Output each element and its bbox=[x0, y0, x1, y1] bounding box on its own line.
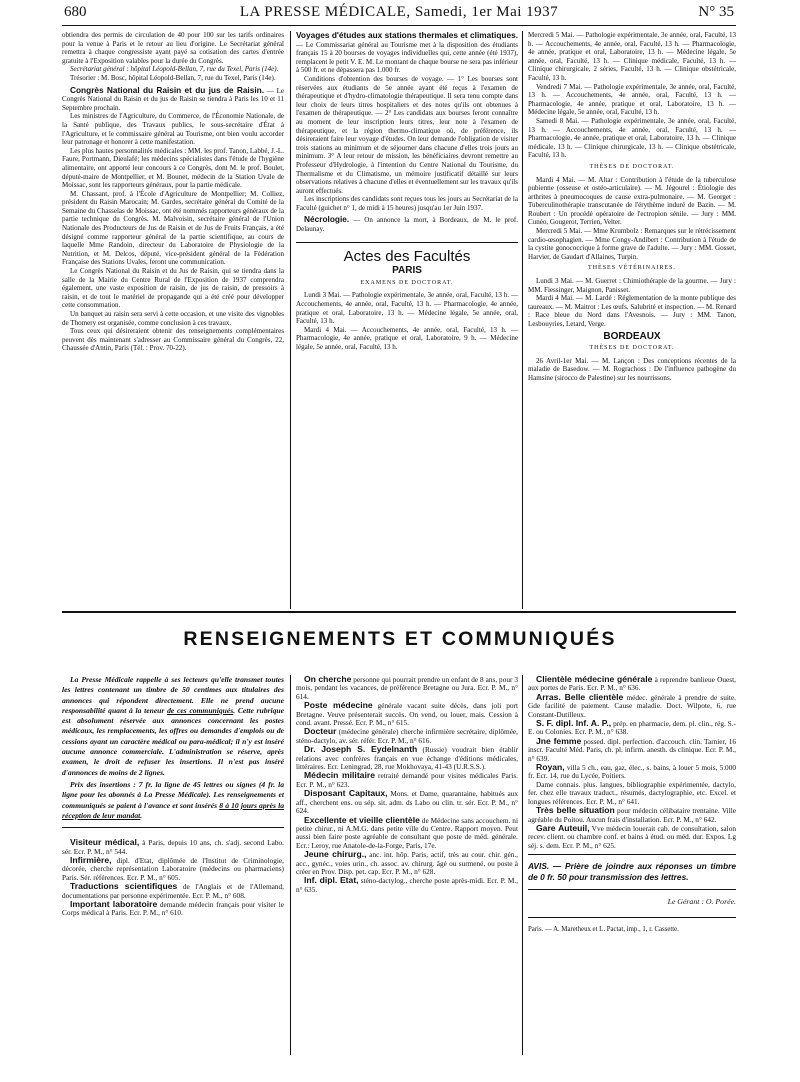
ad-heading: Docteur bbox=[304, 726, 337, 737]
ad-text: de Médecine sans accouchem. ni petite chirur., ni A.M.G. dans petite ville du Centre. Rapport moyen. Peut aussi bien faire poste agréable de consultant que poste de méd. générale. Ecr.: Leroy, rue Anatole-de-la-Forge, Paris, 17e. bbox=[296, 815, 518, 850]
ad-text: (médecine générale) cherche infirmière secrétaire, diplômée, sténo-dactylo, av. sér. référ. Ecr. P. M., n° 616. bbox=[296, 727, 518, 745]
ad-heading: Gare Auteuil, bbox=[536, 822, 590, 833]
column-3 bbox=[528, 31, 736, 383]
classified-ad bbox=[62, 900, 284, 918]
ad-text: pour médecin célibataire trentaine. Ville agréable du Poitou. Aucun frais d'installation. Ecr. P. M., n° 642. bbox=[528, 806, 737, 824]
ad-heading: Infirmière, bbox=[70, 854, 112, 865]
ad-heading: Excellente et vieille clientèle bbox=[304, 814, 420, 825]
ad-heading: Clientèle médecine générale bbox=[536, 674, 653, 684]
column-rule bbox=[522, 31, 523, 609]
subheading: THÈSES DE DOCTORAT. bbox=[589, 163, 675, 170]
ad-heading: S. F. dipl. Inf. A. P., bbox=[536, 718, 612, 729]
column-rule bbox=[290, 31, 291, 609]
paragraph: Les inscriptions des candidats sont reçues tous les jours au Secrétariat de la Faculté (guichet n° 1, de midi à 15 heures) jusqu'au 1er Juin 1937. bbox=[296, 195, 518, 212]
ad-heading: Arras. Belle clientèle bbox=[536, 691, 624, 702]
ad-text: demande médecin français pour visiter le Corps médical à Paris. Ecr. P. M., n° 610. bbox=[62, 900, 284, 918]
prices-text: Prix des insertions : 7 fr. la ligne de 45 lettres ou signes (4 fr. la ligne pour les abonnés à La Presse Médicale). Les renseignements et communiqués se paient à l'avance et sont insérés 8 à 10 jours après la réception de leur mandat. bbox=[62, 779, 284, 820]
classified-ad bbox=[528, 693, 736, 719]
paragraph-text: — Le Commissariat général au Tourisme met à la disposition des étudiants français 15 à 20 bourses de voyages individuelles qui, cette année (été 1937), remplacent le petit V. E. M. Le montant de chaque bourse ne sera pas inférieur à 500 fr. et ne dépassera pas 1.000 fr. bbox=[296, 40, 518, 75]
ad-text: à reprendre banlieue Ouest, aux portes de Paris. Ecr. P. M., n° 636. bbox=[528, 675, 736, 693]
classified-ad bbox=[528, 824, 736, 850]
heading: Nécrologie. bbox=[304, 214, 350, 225]
notice-text: La Presse Médicale rappelle à ses lecteurs qu'elle transmet toutes les lettres contenant un timbre de 50 centimes aux titulaires des annonces qui répondent directement. Elle ne prend aucune responsabilité quant à la teneur de ces communiqués. Cette rubrique est absolument réservée aux annonces concernant les postes médicaux, les remplacements, les offres ou demandes d'emplois ou de cessions ayant un caractère médical ou para-médical; il n'y est inséré aucune annonce commerciale. L'administration se réserve, après examen, le droit de refuser les insertions. Il n'est pas inséré d'annonces de moins de 2 lignes. bbox=[62, 675, 284, 777]
ad-text: anc. int. hôp. Paris, actif, très au cour. chir. gén., acc., gynéc., voies urin., ch. assoc. av. chirurg. âgé ou surmené, ou poste à créer en Prov. Disp. pet. cap. Ecr. P. M., n° 628. bbox=[296, 850, 519, 876]
ad-heading: Dr. Joseph S. Eydelnanth bbox=[304, 744, 418, 755]
ad-text: dipl. d'Etat, diplômée de l'Institut de Criminologie, décorée, cherche représentation Laboratoire (médecins ou pharmaciens) Paris. Sér. références. Ecr. P. M., n° 605. bbox=[62, 855, 284, 882]
issue-number: N° 35 bbox=[698, 4, 734, 20]
ad-text: sténo-dactylog., cherche poste après-midi. Ecr. P. M., n° 635. bbox=[296, 876, 518, 894]
classified-ad bbox=[528, 781, 736, 806]
ad-heading: Royan, bbox=[536, 762, 565, 773]
ad-heading: Jne femme bbox=[536, 735, 582, 746]
section-rule bbox=[296, 242, 518, 243]
column-1 bbox=[62, 31, 284, 353]
classified-ad bbox=[296, 789, 518, 815]
classified-ad bbox=[62, 856, 284, 882]
paragraph: Un banquet au raisin sera servi à cette occasion, et une visite des vignobles de Thomery est organisée, comme conclusion à ces travaux. bbox=[62, 310, 284, 327]
classified-ad bbox=[528, 675, 736, 693]
avis-rule bbox=[528, 854, 736, 855]
classified-ad bbox=[62, 882, 284, 900]
classified-ad bbox=[62, 838, 284, 856]
ad-heading: Jeune chirurg., bbox=[304, 849, 367, 860]
ad-text: générale vacant suite décès, dans joli port Bretagne. Veuve présenterait succès. On vend, ou louer, mais. Cession à cond. avant. Pressé. Ecr. P. M., n° 615. bbox=[296, 701, 518, 728]
ads-column-2 bbox=[296, 675, 518, 894]
classified-ad bbox=[296, 850, 518, 876]
paragraph: Mercredi 5 Mai. — Pathologie expérimentale, 3e année, oral, Faculté, 13 h. — Accouchements, 4e année, oral, Faculté, 13 h. — Pharmacologie, 4e année, pratique et oral, Laboratoire, 13 h. — Médecine légale, 5e année, oral, Faculté, 13 h. — Clinique médicale, Faculté, 13 h. — Clinique chirurgicale, 2 séries, Faculté, 13 h. — Clinique obstétricale, Faculté, 13 h. bbox=[528, 31, 736, 82]
ad-text: Vve médecin louerait cab. de consultation, salon recev. client. ou chambre conf. et bains à étud. ou méd. dur. Expos. Lg séj. s. dem. Ecr. P. M., n° 625. bbox=[528, 823, 736, 850]
ad-heading: Inf. dipl. Etat, bbox=[304, 875, 359, 886]
header-rule bbox=[62, 25, 736, 26]
paragraph: Les ministres de l'Agriculture, du Commerce, de l'Économie Nationale, de la Santé publique, des Travaux publics, le sous-secrétaire d'État à l'Agriculture, et le commissaire général au Tourisme, ont bien voulu accorder leur patronage et honorer à cette manifestation. bbox=[62, 112, 284, 147]
paragraph: Secrétariat général : hôpital Léopold-Bellan, 7, rue du Texel, Paris (14e). bbox=[70, 65, 279, 74]
paragraph: Le Congrès National du Raisin et du Jus de Raisin, qui se tiendra dans la salle de la Mairie du Centre Rural de l'Exposition de 1937 comprendra également, une vaste exposition de raisin, de jus de raisin, de pressoirs à raisin, et de tout le matériel de propagande qui a été créé pour développer cette consommation. bbox=[62, 267, 284, 310]
ad-heading: On cherche bbox=[304, 674, 352, 684]
classified-ad bbox=[528, 763, 736, 781]
ad-heading: Visiteur médical, bbox=[70, 837, 140, 848]
paragraph: Lundi 3 Mai. — M. Guerret : Chimiothérapie de la gourme. — Jury : MM. Fiessinger, Maignon, Panisset. bbox=[528, 277, 736, 294]
ad-text: Dame connais. plus. langues, bibliographie expérimentée, dactylo, fer. chez elle travaux traduct., résumés, dactylographie, etc. Excel. et longues références. Ecr. P. M., n° 641. bbox=[528, 779, 736, 806]
paragraph: obtiendra des permis de circulation de 40 pour 100 sur les tarifs ordinaires pour la venue à Paris et le retour au lieu d'origine. Le Secrétariat général remettra à chaque congressiste ayant payé sa cotisation des cartes d'entrée gratuite à l'Exposition valables pour la durée du Congrès. bbox=[62, 31, 284, 65]
classified-ad bbox=[296, 876, 518, 894]
ad-text: prép. en pharmacie, dem. pl. clin., rég. S.-E. ou Colonies. Ecr. P. M., n° 638. bbox=[528, 719, 736, 737]
paragraph: Mardi 4 Mai. — M. Lardé : Réglementation de la monte publique des taureaux. — M. Maitrot : Les œufs. Salubrité et inspection. — M. Renard : Race bleue du Nord dans l'Avesnois. — Jury : MM. Tanon, Lesbouyries, Letard, Verge. bbox=[528, 294, 736, 328]
column-rule bbox=[290, 675, 291, 1055]
classified-ad bbox=[296, 745, 518, 771]
paragraph: Tous ceux qui désireraient obtenir des renseignements complémentaires peuvent dès maintenant s'adresser au Commissaire général du Congrès, 22, Chaussée d'Antin, Paris (Tél. : Prov. 70-22). bbox=[62, 327, 284, 353]
paragraph-text: — Le Congrès National du Raisin et du jus de Raisin se tiendra à Paris les 10 et 11 Septembre prochain. bbox=[62, 86, 285, 112]
ad-heading: Important laboratoire bbox=[70, 899, 158, 909]
notice-rule bbox=[62, 827, 284, 828]
subheading: EXAMENS DE DOCTORAT. bbox=[360, 279, 454, 286]
paragraph: Les plus hautes personnalités médicales : MM. les prof. Tanon, Labbé, J.-L. Faure, Portmann, Dieulafé; les médecins spécialistes dans l'étude de l'hygiène alimentaire, ont apporté leur concours à ce Congrès, dont M. le prof. Boulet, député-maire de Montpellier, et M. Bounet, médecin de la Station Uvale de Moissac, sont les rapporteurs généraux, pour la partie médicale. bbox=[62, 146, 284, 190]
paragraph: M. Chassant, prof. à l'École d'Agriculture de Montpellier; M. Colliez, président du Raisin Marocain; M. Gardes, secrétaire général du Comité de la Semaine du Chasselas de Moissac, ont été nommés rapporteurs généraux de la partie technique du Congrès. M. Malvoisin, secrétaire général de l'Union Nationale des Producteurs de Jus de Raisin et de Jus de Fruits Français, a été désigné comme rapporteur général de la partie scientifique, au cours de laquelle Mme Randoin, directeur du Laboratoire de Physiologie de la Nutrition, et M. Delcos, député, vice-président général de la Fédération Française des Stations Uvales, feront une communication. bbox=[62, 189, 284, 267]
heading: Voyages d'études aux stations thermales et climatiques. bbox=[296, 30, 518, 40]
ad-text: (Russie) voudrait bien établir relations avec confrères français en vue échange d'éditions médicales, littéraires. Ecr. Leningrad, 28, rue Mokhovaya, 41-43 (U.R.S.S.). bbox=[296, 745, 518, 772]
paragraph: Conditions d'obtention des bourses de voyage. — 1° Les bourses sont réservées aux étudiants de 5e année ayant été reçus à l'examen de thérapeutique et d'hydro-climatologie thérapeutique. Il sera tenu compte dans leur choix de leurs titres hospitaliers et des notes qu'ils ont obtenues à l'examen de thérapeutique. — 2° Les candidats aux bourses feront connaître au moment de leur inscription leurs titres, leur note à l'examen de thérapeutique, et la région thermo-climatique où, de préférence, ils désireraient faire leur voyage d'études. On leur demande l'obligation de visiter trois stations au minimum et de séjourner dans chacune d'elles trois jours au minimum. 3° A leur retour de mission, les bénéficiaires devront remettre au Professeur d'Hydrologie, à l'intention du Centre National du Tourisme, du Thermalisme et du Climatisme, un mémoire justificatif détaillé sur leurs observations relatives à chacune d'elles et éventuellement sur les travaux qu'ils auront effectués. bbox=[296, 74, 518, 195]
classified-ad bbox=[296, 816, 518, 851]
subheading: THÈSES VÉTÉRINAIRES. bbox=[588, 265, 676, 272]
ad-text: à Paris, depuis 10 ans, ch. s'adj. second Labo. sér. Ecr. P. M., n° 544. bbox=[62, 838, 284, 856]
ad-heading: Très belle situation bbox=[536, 805, 615, 816]
heading: Congrès National du Raisin et du jus de Raisin. bbox=[70, 84, 265, 95]
faculty-name: PARIS bbox=[392, 265, 422, 277]
classified-ad bbox=[528, 737, 736, 763]
ad-heading: Traductions scientifiques bbox=[70, 881, 178, 892]
ad-heading: Médecin militaire bbox=[304, 770, 375, 781]
paragraph: Mercredi 5 Mai. — Mme Krumbolz : Remarques sur le rétrécissement cardio-œsophagien. — Mme Congy-Andibert : Contribution à l'étude de la cystite gonococcique à forme grave de l'adulte. — Jury : MM. Gosset, Harvier, de Gaudart d'Allaines, Turpin. bbox=[528, 227, 736, 261]
paragraph: 26 Avril-1er Mai. — M. Lançon : Des conceptions récentes de la maladie de Basedow. — M. Rograchoss : De l'influence pathogène du Hamsine (sirocco de Palestine) sur les nourrissons. bbox=[528, 356, 736, 382]
section-top-rule bbox=[62, 611, 736, 613]
avis-rule bbox=[528, 889, 736, 890]
classified-ad bbox=[528, 806, 736, 824]
column-2 bbox=[296, 31, 518, 352]
ad-text: personne qui pourrait prendre un enfant de 8 ans, pour 3 mois, pendant les vacances, de préférence Bretagne ou Jura. Ecr. P. M., n° 614. bbox=[296, 675, 518, 701]
classified-ad bbox=[296, 701, 518, 727]
paragraph: Lundi 3 Mai. — Pathologie expérimentale, 3e année, oral, Faculté, 13 h. — Accouchements, 4e année, oral, Faculté, 13 h. — Pharmacologie, 4e année, pratique et oral, Laboratoire, 13 h. — Médecine légale, 5e année, oral, Faculté, 13 h. bbox=[296, 291, 518, 326]
classified-ad bbox=[296, 675, 518, 701]
ad-text: retraité demandé pour visites médicales Paris. Ecr. P. M., n° 623. bbox=[296, 771, 518, 789]
paragraph: Mardi 4 Mai. — Accouchements, 4e année, oral, Faculté, 13 h. — Pharmacologie, 4e année, pratique et oral, Laboratoire, 9 h. — Médecine légale, 5e année, oral, Faculté, 13 h. bbox=[296, 325, 518, 351]
section-title: Actes des Facultés bbox=[343, 247, 471, 265]
classified-ad bbox=[528, 719, 736, 737]
page-header bbox=[64, 4, 734, 26]
ad-text: Mons. et Dame, quarantaine, habitués aux aff., cherchent ens. ou sép. sit. adm. ds Labo ou clin. tr. sér. Ecr. P. M., n° 624. bbox=[296, 789, 518, 816]
ad-text: villa 5 ch., eau, gaz, élec., s. bains, à louer 5 mois, 5.000 fr. Ecr. 14, rue du Lycée, Poitiers. bbox=[528, 763, 736, 781]
ad-text: médec. générale à prendre de suite. Gde facilité de paiement. Cause maladie. Doct. Wilpote, 6, rue Constant-Dutilleux. bbox=[528, 692, 736, 719]
classified-ad bbox=[296, 727, 518, 745]
avis-notice: AVIS. — Prière de joindre aux réponses un timbre de 0 fr. 50 pour transmission des lettres. bbox=[528, 861, 736, 883]
paragraph-text: — On annonce la mort, à Bordeaux, de M. le prof. Delaunay. bbox=[296, 216, 518, 234]
notice-column bbox=[62, 675, 284, 918]
masthead-title: LA PRESSE MÉDICALE, Samedi, 1er Mai 1937 bbox=[239, 4, 559, 20]
imprint-rule bbox=[528, 917, 736, 918]
ad-heading: Poste médecine bbox=[304, 700, 373, 711]
ad-text: de l'Anglais et de l'Allemand, documentations par personne expérimentée. Ecr. P. M., n° 608. bbox=[62, 882, 284, 900]
paragraph: Mardi 4 Mai. — M. Altar : Contribution à l'étude de la tuberculose pubienne (osseuse et ostéo-articulaire). — M. Jégourel : Étiologie des arthrites à pneumocoques de cause extra-pulmonaire. — M. Georget : Tuberculinothérapie transcutanée de l'érythème induré de Bazin. — M. Roubert : Un procédé opératoire de l'ectropion sénile. — Jury : MM. Cunéo, Gougerot, Terrien, Velter. bbox=[528, 175, 736, 227]
faculty-name: BORDEAUX bbox=[603, 330, 661, 342]
subheading: THÈSES DE DOCTORAT. bbox=[589, 345, 675, 352]
paragraph: Samedi 8 Mai. — Pathologie expérimentale, 3e année, oral, Faculté, 13 h. — Accouchements, 4e année, oral, Faculté, 13 h. — Pharmacologie, 4e année, pratique et oral, Laboratoire, 13 h. — Clinique médicale, 13 h. — Clinique chirurgicale, 13 h. — Clinique obstétricale, Faculté, 13 h. bbox=[528, 116, 736, 160]
ads-column-3 bbox=[528, 675, 736, 934]
classified-ad bbox=[296, 771, 518, 789]
page-number: 680 bbox=[64, 4, 87, 20]
paragraph: Vendredi 7 Mai. — Pathologie expérimentale, 3e année, oral, Faculté, 13 h. — Accouchements, 4e année, oral, Faculté, 13 h. — Pharmacologie, 4e année, pratique et oral, Laboratoire, 13 h. — Médecine légale, 5e année, oral, Faculté, 13 h. bbox=[528, 82, 736, 117]
ad-heading: Disposant Capitaux, bbox=[304, 788, 388, 799]
column-rule bbox=[522, 675, 523, 1055]
gerant: Le Gérant : O. Porée. bbox=[667, 897, 736, 907]
ad-text: possed. dipl. perfection. d'accouch. clin. Tarnier, 16 inscr. Faculté Méd. Paris, ch. pl. infirm. anesth. ds clinique. Ecr. P. M., n° 639. bbox=[528, 736, 736, 763]
renseignements-title: RENSEIGNEMENTS ET COMMUNIQUÉS bbox=[183, 628, 617, 650]
paragraph: Trésorier : M. Bosc, hôpital Léopold-Bellan, 7, rue du Texel, Paris (14e). bbox=[70, 73, 276, 82]
imprint: Paris. — A. Maretheux et L. Pactat, imp., 1, r. Cassette. bbox=[528, 925, 679, 933]
